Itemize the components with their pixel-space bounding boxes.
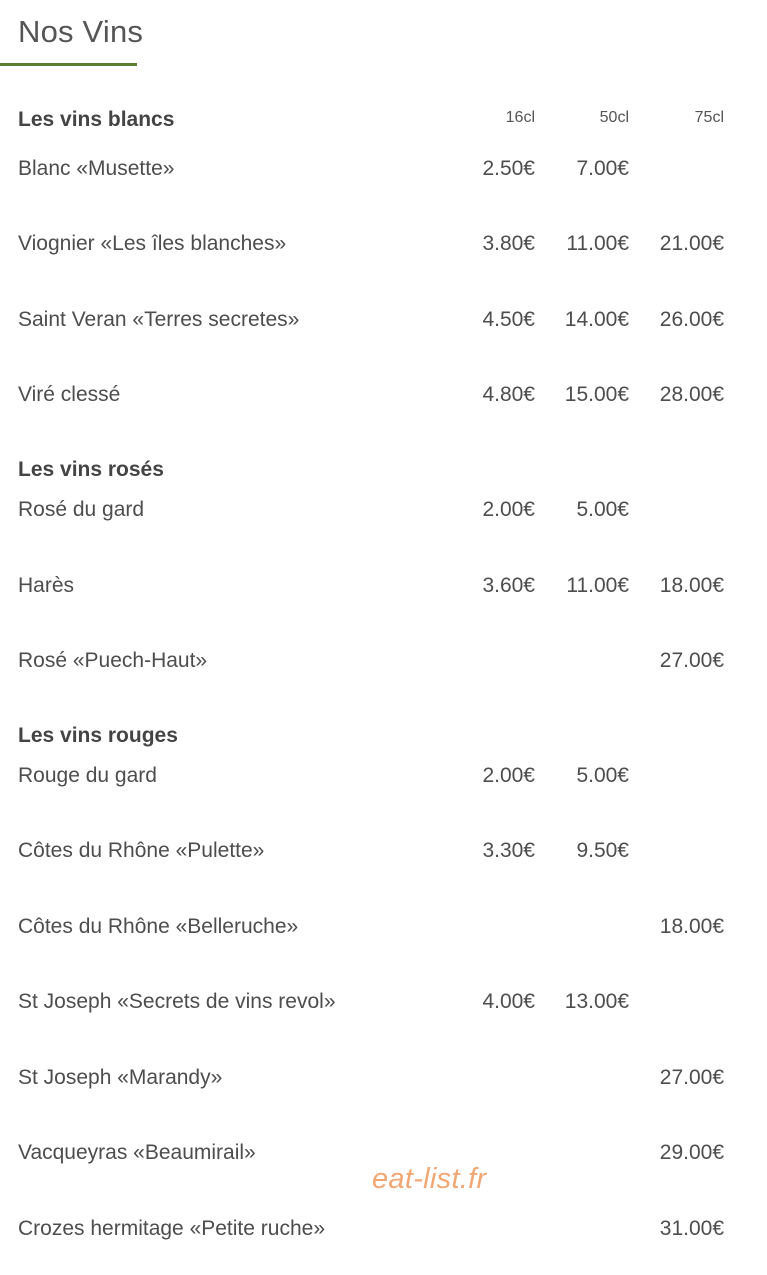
price-p16: 4.50€ — [482, 308, 535, 331]
price-p50: 14.00€ — [564, 308, 629, 331]
price-p50: 15.00€ — [564, 383, 629, 406]
wine-name: Rosé du gard — [18, 498, 145, 521]
section-header — [0, 456, 767, 496]
wine-row — [0, 572, 767, 612]
section-title: Les vins rouges — [18, 724, 178, 747]
price-p16: 4.00€ — [482, 990, 535, 1013]
wine-row — [0, 1064, 767, 1104]
price-p75: 29.00€ — [659, 1141, 724, 1164]
wine-name: Blanc «Musette» — [18, 157, 175, 180]
wine-name: Côtes du Rhône «Belleruche» — [18, 915, 299, 938]
watermark: eat-list.fr — [372, 1163, 487, 1195]
wine-row — [0, 306, 767, 346]
wine-name: Côtes du Rhône «Pulette» — [18, 839, 265, 862]
wine-row — [0, 381, 767, 421]
price-p16: 2.00€ — [482, 498, 535, 521]
price-p16: 3.30€ — [482, 839, 535, 862]
section-title: Les vins rosés — [18, 458, 164, 481]
wine-row — [0, 496, 767, 536]
price-p50: 11.00€ — [566, 574, 629, 597]
wine-row — [0, 837, 767, 877]
wine-name: Viognier «Les îles blanches» — [18, 232, 287, 255]
wine-name: Harès — [18, 574, 75, 597]
price-p16: 2.50€ — [482, 157, 535, 180]
wine-row — [0, 155, 767, 195]
price-p75: 31.00€ — [659, 1217, 724, 1240]
price-p16: 4.80€ — [482, 383, 535, 406]
price-p50: 5.00€ — [576, 764, 629, 787]
wine-row — [0, 230, 767, 270]
price-p75: 28.00€ — [659, 383, 724, 406]
section-title: Les vins blancs — [18, 108, 175, 131]
price-p75: 21.00€ — [659, 232, 724, 255]
wine-row — [0, 647, 767, 687]
wine-row — [0, 762, 767, 802]
wine-name: Rouge du gard — [18, 764, 157, 787]
price-p75: 27.00€ — [659, 1066, 724, 1089]
wine-name: Saint Veran «Terres secretes» — [18, 308, 300, 331]
price-p50: 7.00€ — [576, 157, 629, 180]
price-p16: 3.60€ — [482, 574, 535, 597]
wine-row — [0, 988, 767, 1028]
wine-name: St Joseph «Secrets de vins revol» — [18, 990, 336, 1013]
section-header — [0, 722, 767, 762]
price-p75: 18.00€ — [659, 574, 724, 597]
wine-name: Vacqueyras «Beaumirail» — [18, 1141, 256, 1164]
size-header-75cl: 75cl — [694, 109, 724, 126]
price-p16: 2.00€ — [482, 764, 535, 787]
wine-name: Rosé «Puech-Haut» — [18, 649, 208, 672]
size-header-50cl: 50cl — [599, 109, 629, 126]
section-header — [0, 106, 767, 146]
price-p50: 13.00€ — [564, 990, 629, 1013]
wine-row — [0, 1215, 767, 1255]
price-p75: 27.00€ — [659, 649, 724, 672]
price-p16: 3.80€ — [482, 232, 535, 255]
page-title: Nos Vins — [18, 14, 144, 49]
price-p50: 5.00€ — [576, 498, 629, 521]
price-p50: 11.00€ — [566, 232, 629, 255]
wine-row — [0, 913, 767, 953]
wine-name: Crozes hermitage «Petite ruche» — [18, 1217, 325, 1240]
price-p75: 26.00€ — [659, 308, 724, 331]
size-header-16cl: 16cl — [505, 109, 535, 126]
price-p75: 18.00€ — [659, 915, 724, 938]
wine-name: St Joseph «Marandy» — [18, 1066, 223, 1089]
price-p50: 9.50€ — [576, 839, 629, 862]
wine-name: Viré clessé — [18, 383, 121, 406]
title-underline — [0, 63, 137, 66]
